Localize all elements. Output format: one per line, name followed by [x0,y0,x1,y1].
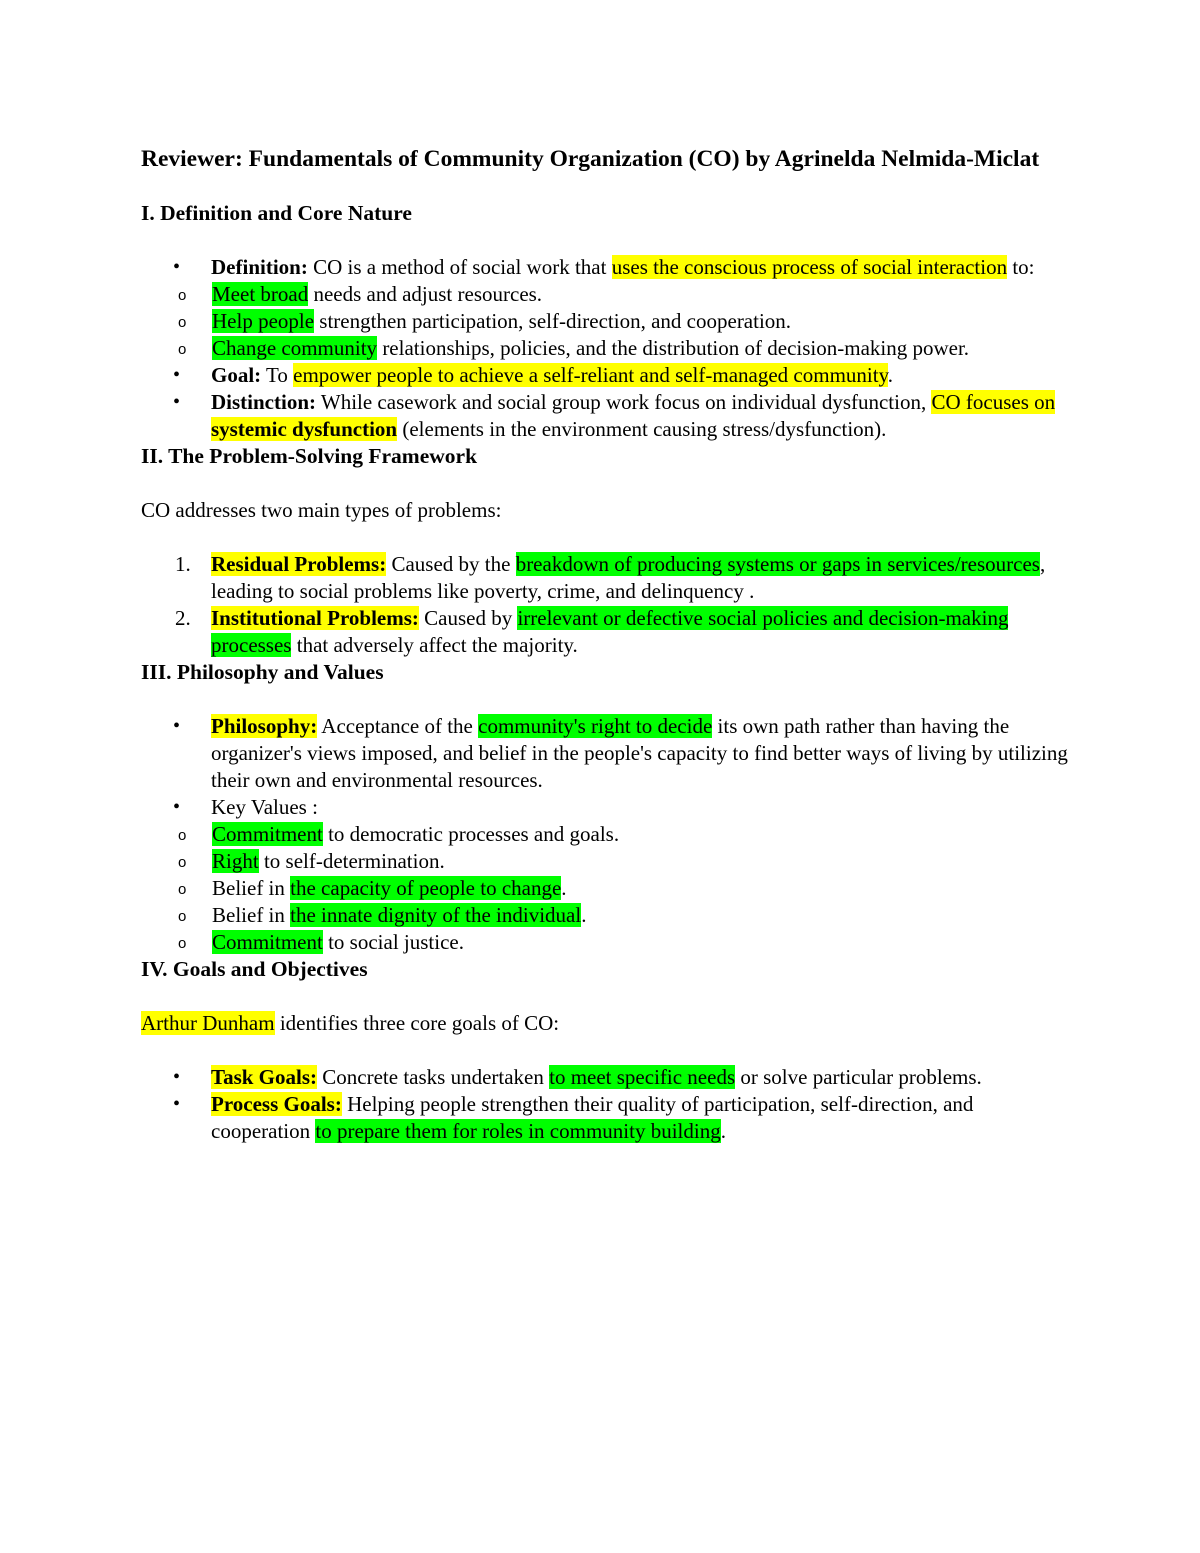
green-highlight: the innate dignity of the individual [290,903,582,927]
green-highlight: irrelevant or defective social policies and decision-making processes [211,606,1009,657]
item-text: that adversely affect the majority. [291,633,578,657]
circle-marker: o [178,908,187,925]
circle-marker: o [178,287,187,304]
item-text: CO is a method of social work that [307,255,612,279]
yellow-highlight: Arthur Dunham [141,1011,275,1035]
item-text: Key Values : [211,795,318,819]
yellow-highlight-bold: systemic dysfunction [211,417,398,441]
item-text: . [561,876,567,900]
item-text: Belief in [212,903,291,927]
green-highlight: Help people [212,309,315,333]
item-text: its own path rather than having the organizer's views imposed, and belief in the people's capacity to find better ways of living by utilizing their own and environmental resources. [211,714,1068,792]
sub-list-item [141,902,1071,929]
section-intro [141,1010,1071,1037]
green-highlight: community's right to decide [478,714,713,738]
sub-list-item [141,848,1071,875]
item-text: relationships, policies, and the distribution of decision-making power. [377,336,970,360]
bullet-marker: • [173,1066,181,1088]
definition-list [141,254,1071,443]
list-item [141,389,1071,443]
green-highlight: Meet broad [212,282,309,306]
yellow-highlight-label: Institutional Problems: [211,606,419,630]
philosophy-list [141,713,1071,956]
item-text: to self-determination. [258,849,445,873]
list-item [141,794,1071,956]
yellow-highlight-label: Task Goals: [211,1065,318,1089]
circle-marker: o [178,881,187,898]
list-item [141,605,1071,659]
item-text: to democratic processes and goals. [322,822,620,846]
list-item [141,551,1071,605]
sub-list-item [141,929,1071,956]
list-item [141,254,1071,362]
green-highlight: Commitment [212,930,323,954]
item-text: Caused by [418,606,518,630]
circle-marker: o [178,854,187,871]
list-item [141,362,1071,389]
yellow-highlight-label: Philosophy: [211,714,318,738]
list-item [141,1064,1071,1091]
section-heading-philosophy: III. Philosophy and Values [141,660,384,684]
item-text: needs and adjust resources. [308,282,543,306]
green-highlight: Change community [212,336,378,360]
item-text: , leading to social problems like poverty, crime, and delinquency . [211,552,1046,603]
sub-list-item [141,281,1071,308]
list-item [141,713,1071,794]
green-highlight: to meet specific needs [549,1065,736,1089]
green-highlight: Right [212,849,259,873]
circle-marker: o [178,935,187,952]
sub-list [141,281,1071,362]
goals-list [141,1064,1071,1145]
sub-list-item [141,308,1071,335]
sub-list-item [141,875,1071,902]
number-marker: 2. [175,606,191,630]
yellow-highlight: uses the conscious process of social interaction [611,255,1008,279]
item-text: To [261,363,294,387]
item-text: Caused by the [386,552,516,576]
item-text: (elements in the environment causing stress/dysfunction). [397,417,887,441]
document-body [141,144,1071,1145]
section-intro: CO addresses two main types of problems: [141,498,502,522]
green-highlight: breakdown of producing systems or gaps in services/resources [515,552,1040,576]
item-label: Definition: [211,255,308,279]
bullet-marker: • [173,796,181,818]
item-text: . [720,1119,726,1143]
problem-list [141,551,1071,659]
circle-marker: o [178,827,187,844]
item-text: . [887,363,893,387]
item-text: Concrete tasks undertaken [317,1065,550,1089]
values-list [141,821,1071,956]
yellow-highlight-label: Process Goals: [211,1092,342,1116]
item-text: Acceptance of the [317,714,479,738]
yellow-highlight: CO focuses on [931,390,1056,414]
item-text: to social justice. [322,930,464,954]
section-heading-definition: I. Definition and Core Nature [141,201,412,225]
yellow-highlight: empower people to achieve a self-reliant and self-managed community [293,363,888,387]
bullet-marker: • [173,364,181,386]
green-highlight: Commitment [212,822,323,846]
item-text: to: [1007,255,1035,279]
section-heading-goals: IV. Goals and Objectives [141,957,368,981]
item-label: Goal: [211,363,262,387]
circle-marker: o [178,314,187,331]
document-title: Reviewer: Fundamentals of Community Organization (CO) by Agrinelda Nelmida-Miclat [141,146,1040,172]
number-marker: 1. [175,552,191,576]
item-text: or solve particular problems. [735,1065,982,1089]
item-text: Belief in [212,876,291,900]
bullet-marker: • [173,1093,181,1115]
item-text: identifies three core goals of CO: [274,1011,560,1035]
green-highlight: to prepare them for roles in community building [315,1119,721,1143]
section-heading-framework: II. The Problem-Solving Framework [141,444,478,468]
bullet-marker: • [173,391,181,413]
item-text: strengthen participation, self-direction, and cooperation. [314,309,792,333]
list-item [141,1091,1071,1145]
sub-list-item [141,335,1071,362]
circle-marker: o [178,341,187,358]
item-text: Helping people strengthen their quality of participation, self-direction, and cooperation [211,1092,974,1143]
green-highlight: the capacity of people to change [290,876,562,900]
item-label: Distinction: [211,390,316,414]
bullet-marker: • [173,256,181,278]
item-text: . [581,903,587,927]
bullet-marker: • [173,715,181,737]
sub-list-item [141,821,1071,848]
yellow-highlight-label: Residual Problems: [211,552,387,576]
item-text: While casework and social group work focus on individual dysfunction, [316,390,932,414]
